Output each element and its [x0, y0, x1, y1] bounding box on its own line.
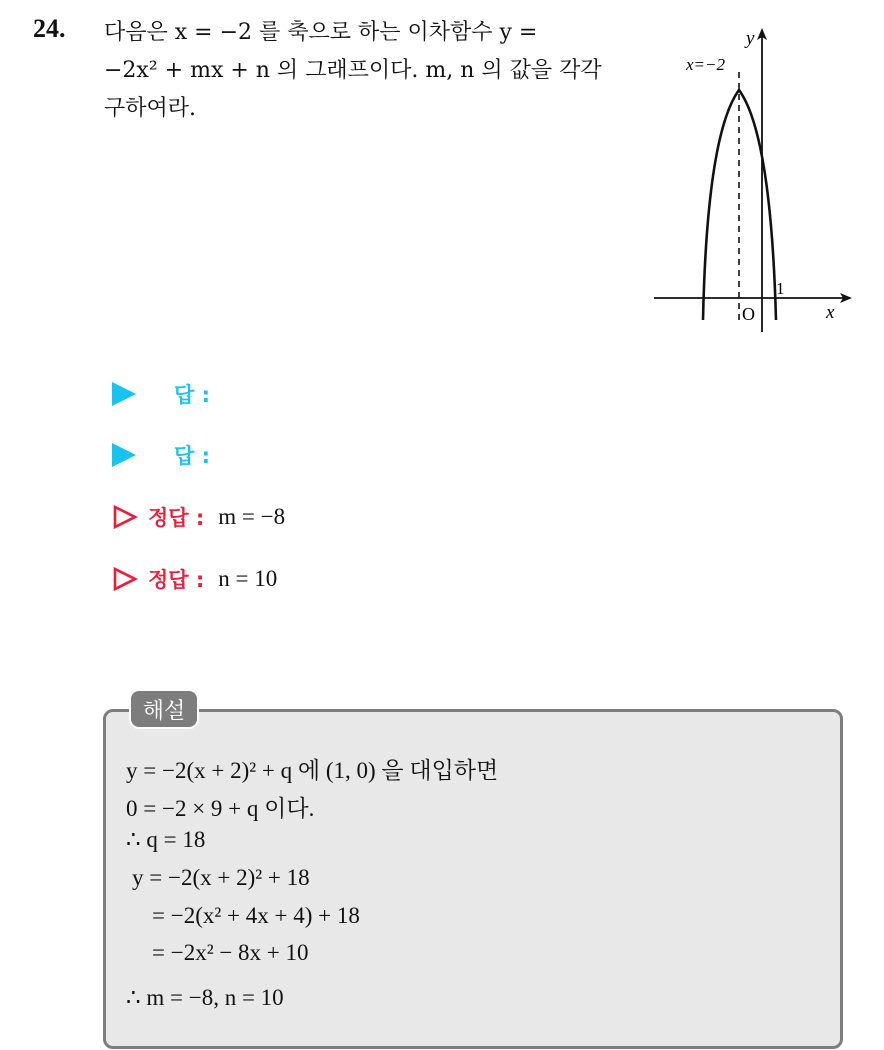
solution-box	[103, 709, 843, 1049]
x-axis-label: x	[826, 302, 835, 323]
solution-line-6: = −2x² − 8x + 10	[152, 940, 309, 965]
question-text	[104, 14, 624, 128]
correct-label: 정답 :	[148, 506, 205, 530]
question-line-1: 다음은 x = −2 를 축으로 하는 이차함수 y =	[104, 20, 538, 45]
solution-line-5: = −2(x² + 4x + 4) + 18	[152, 903, 360, 928]
question-line-2: −2x² + mx + n 의 그래프이다. m, n 의 값을 각각	[104, 58, 602, 83]
axis-of-symmetry-label: x=−2	[686, 55, 725, 74]
solution-line-3: ∴ q = 18	[126, 827, 206, 852]
question-number: 24.	[33, 14, 66, 43]
outline-play-icon	[112, 566, 138, 592]
answer-row-2	[112, 438, 210, 472]
answer-row-1	[112, 377, 210, 411]
correct-answer-row-2	[112, 562, 277, 596]
root-label: 1	[776, 279, 785, 298]
correct-label: 정답 :	[148, 568, 205, 592]
question-line-3: 구하여라.	[104, 96, 197, 121]
solution-tab: 해설	[129, 689, 199, 729]
answer-label: 답 :	[174, 444, 210, 468]
correct-value-m: m = −8	[218, 504, 286, 529]
outline-play-icon	[112, 504, 138, 530]
play-icon	[112, 443, 136, 467]
play-icon	[112, 382, 136, 406]
correct-value-n: n = 10	[218, 566, 278, 591]
origin-label: O	[742, 304, 755, 324]
solution-line-2: 0 = −2 × 9 + q 이다.	[126, 796, 315, 821]
parabola-graph	[650, 22, 860, 342]
correct-answer-row-1	[112, 500, 285, 534]
solution-line-7: ∴ m = −8, n = 10	[126, 985, 284, 1010]
solution-line-1: y = −2(x + 2)² + q 에 (1, 0) 을 대입하면	[126, 758, 499, 783]
solution-line-4: y = −2(x + 2)² + 18	[132, 865, 310, 890]
answer-label: 답 :	[174, 383, 210, 407]
y-axis-label: y	[746, 28, 755, 49]
